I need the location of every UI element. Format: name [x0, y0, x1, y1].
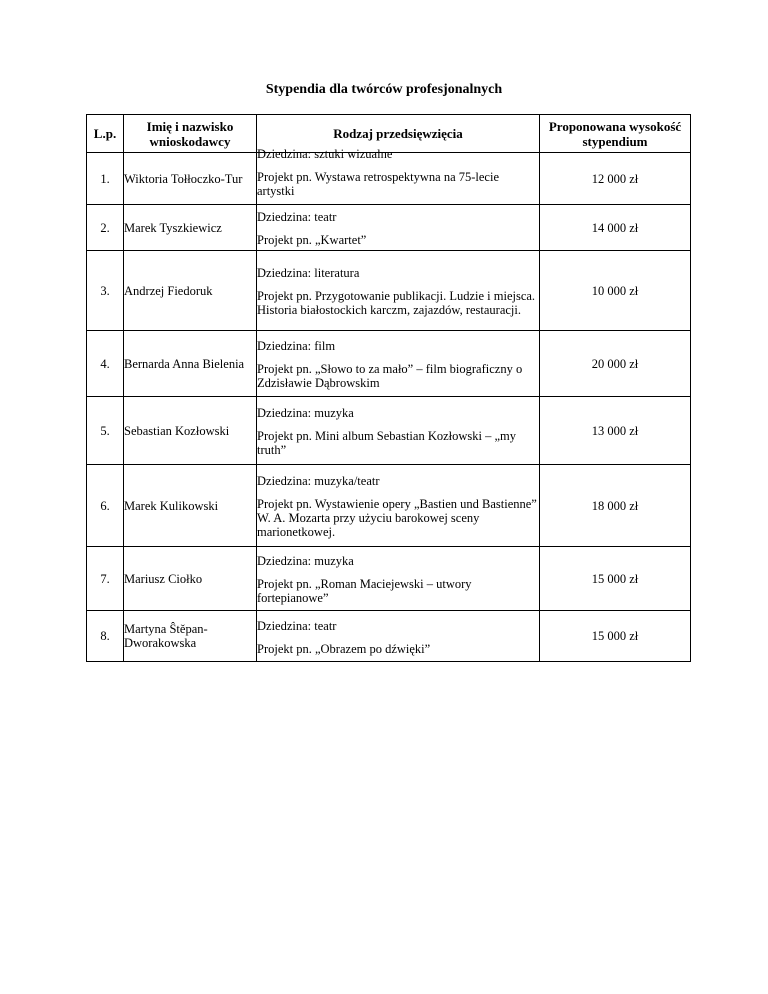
row-number: 7. — [87, 547, 124, 611]
table-row — [87, 397, 691, 465]
project-field: Dziedzina: literatura — [257, 266, 360, 280]
table-row — [87, 331, 691, 397]
project-description: Projekt pn. „Słowo to za mało” – film biograficzny o Zdzisławie Dąbrowskim — [257, 362, 523, 390]
grant-amount: 15 000 zł — [540, 611, 691, 662]
project-description: Projekt pn. Przygotowanie publikacji. Ludzie i miejsca. Historia białostockich karczm, zajazdów, restauracji. — [257, 289, 536, 317]
applicant-name: Martyna Ŝtěpan-Dworakowska — [124, 611, 257, 662]
grant-amount: 18 000 zł — [540, 465, 691, 547]
row-number: 1. — [87, 153, 124, 205]
project-field: Dziedzina: sztuki wizualne — [257, 147, 393, 161]
project-description: Projekt pn. „Obrazem po dźwięki” — [257, 641, 431, 656]
project-field: Dziedzina: teatr — [257, 210, 337, 224]
header-lp: L.p. — [87, 115, 124, 153]
project-cell — [257, 147, 540, 205]
row-number: 4. — [87, 331, 124, 397]
header-name: Imię i nazwisko wnioskodawcy — [124, 115, 257, 153]
project-field: Dziedzina: muzyka — [257, 554, 354, 568]
project-cell — [257, 397, 540, 465]
page-title: Stypendia dla twórców profesjonalnych — [265, 82, 503, 97]
table-row — [87, 465, 691, 547]
applicant-name: Wiktoria Tołłoczko-Tur — [124, 153, 257, 205]
table-row — [87, 611, 691, 662]
project-cell — [257, 331, 540, 397]
table-row — [87, 251, 691, 331]
row-number: 6. — [87, 465, 124, 547]
header-amount: Proponowana wysokość stypendium — [540, 115, 691, 153]
project-description: Projekt pn. Wystawienie opery „Bastien und Bastienne” W. A. Mozarta przy użyciu barokowej sceny marionetkowej. — [257, 497, 537, 539]
applicant-name: Marek Tyszkiewicz — [124, 205, 257, 251]
header-project: Rodzaj przedsięwzięcia — [257, 115, 540, 153]
grant-amount: 20 000 zł — [540, 331, 691, 397]
row-number: 2. — [87, 205, 124, 251]
project-cell — [257, 205, 540, 251]
grant-amount: 14 000 zł — [540, 205, 691, 251]
project-description: Projekt pn. „Kwartet” — [257, 233, 367, 247]
project-description: Projekt pn. Mini album Sebastian Kozłowski – „my truth” — [257, 429, 517, 457]
project-cell — [257, 611, 540, 662]
applicant-name: Marek Kulikowski — [124, 465, 257, 547]
project-field: Dziedzina: teatr — [257, 618, 337, 633]
grant-amount: 15 000 zł — [540, 547, 691, 611]
project-cell — [257, 251, 540, 331]
project-cell — [257, 465, 540, 547]
grant-amount: 12 000 zł — [540, 153, 691, 205]
grant-amount: 10 000 zł — [540, 251, 691, 331]
table-row — [87, 205, 691, 251]
grants-table — [86, 114, 691, 662]
table-row — [87, 547, 691, 611]
project-description: Projekt pn. „Roman Maciejewski – utwory fortepianowe” — [257, 577, 472, 605]
row-number: 8. — [87, 611, 124, 662]
project-cell — [257, 547, 540, 611]
grant-amount: 13 000 zł — [540, 397, 691, 465]
row-number: 5. — [87, 397, 124, 465]
applicant-name: Bernarda Anna Bielenia — [124, 331, 257, 397]
applicant-name: Andrzej Fiedoruk — [124, 251, 257, 331]
applicant-name: Mariusz Ciołko — [124, 547, 257, 611]
table-row — [87, 153, 691, 205]
applicant-name: Sebastian Kozłowski — [124, 397, 257, 465]
row-number: 3. — [87, 251, 124, 331]
project-field: Dziedzina: film — [257, 339, 336, 353]
project-field: Dziedzina: muzyka — [257, 406, 354, 420]
project-field: Dziedzina: muzyka/teatr — [257, 474, 380, 488]
project-description: Projekt pn. Wystawa retrospektywna na 75-lecie artystki — [257, 170, 499, 198]
